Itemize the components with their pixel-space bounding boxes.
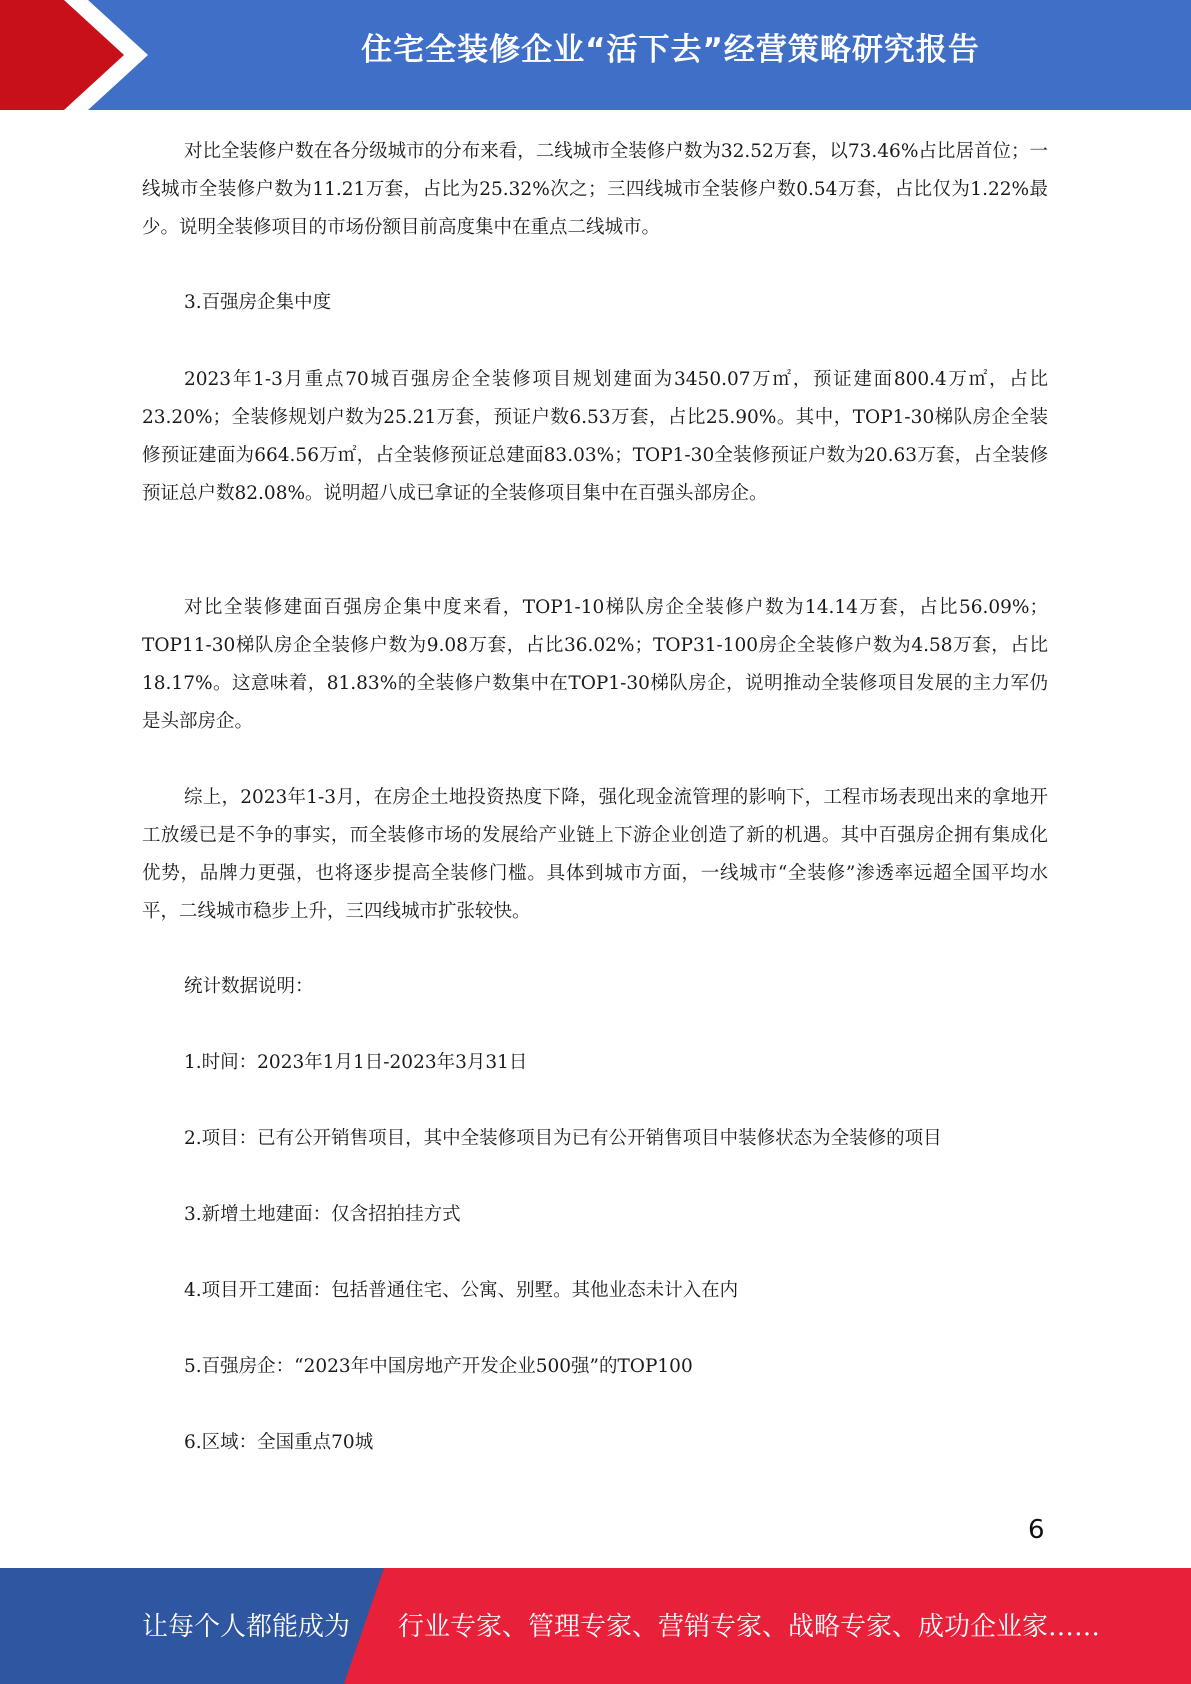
footer-slogan-right: 行业专家、管理专家、营销专家、战略专家、成功企业家…… <box>398 1612 1101 1642</box>
note-item: 2.项目：已有公开销售项目，其中全装修项目为已有公开销售项目中装修状态为全装修的项目 <box>184 1128 942 1149</box>
paragraph-summary: 综上，2023年1-3月，在房企土地投资热度下降，强化现金流管理的影响下，工程市场表现出来的拿地开工放缓已是不争的事实，而全装修市场的发展给产业链上下游企业创造了新的机遇。其中百强房企拥有集成化优势，品牌力更强，也将逐步提高全装修门槛。具体到城市方面，一线城市“全装修”渗透率远超全国平均水平，二线城市稳步上升，三四线城市扩张较快。 <box>142 787 1048 922</box>
note-item: 1.时间：2023年1月1日-2023年3月31日 <box>184 1052 528 1073</box>
page-number: 6 <box>1028 1515 1045 1545</box>
notes-heading: 统计数据说明： <box>184 976 314 997</box>
section-heading: 3.百强房企集中度 <box>184 292 332 313</box>
paragraph-tier-breakdown: 对比全装修建面百强房企集中度来看，TOP1-10梯队房企全装修户数为14.14万套，占比56.09%；TOP11-30梯队房企全装修户数为9.08万套，占比36.02%；TOP31-100房企全装修户数为4.58万套，占比18.17%。这意味着，81.83%的全装修户数集中在TOP1-30梯队房企，说明推动全装修项目发展的主力军仍是头部房企。 <box>142 597 1048 732</box>
note-item: 4.项目开工建面：包括普通住宅、公寓、别墅。其他业态未计入在内 <box>184 1280 739 1301</box>
paragraph-city-distribution: 对比全装修户数在各分级城市的分布来看，二线城市全装修户数为32.52万套，以73.46%占比居首位；一线城市全装修户数为11.21万套，占比为25.32%次之；三四线城市全装修户数0.54万套，占比仅为1.22%最少。说明全装修项目的市场份额目前高度集中在重点二线城市。 <box>142 141 1048 238</box>
note-item: 3.新增土地建面：仅含招拍挂方式 <box>184 1204 461 1225</box>
page-footer <box>0 1568 1191 1684</box>
note-item: 5.百强房企：“2023年中国房地产开发企业500强”的TOP100 <box>184 1356 693 1377</box>
paragraph-top100-concentration: 2023年1-3月重点70城百强房企全装修项目规划建面为3450.07万㎡，预证建面800.4万㎡，占比23.20%；全装修规划户数为25.21万套，预证户数6.53万套，占比25.90%。其中，TOP1-30梯队房企全装修预证建面为664.56万㎡，占全装修预证总建面83.03%；TOP1-30全装修预证户数为20.63万套，占全装修预证总户数82.08%。说明超八成已拿证的全装修项目集中在百强头部房企。 <box>142 369 1048 504</box>
footer-slogan-left: 让每个人都能成为 <box>142 1612 351 1642</box>
report-title: 住宅全装修企业“活下去”经营策略研究报告 <box>361 32 980 68</box>
note-item: 6.区域：全国重点70城 <box>184 1432 374 1453</box>
page-header <box>0 0 1191 110</box>
